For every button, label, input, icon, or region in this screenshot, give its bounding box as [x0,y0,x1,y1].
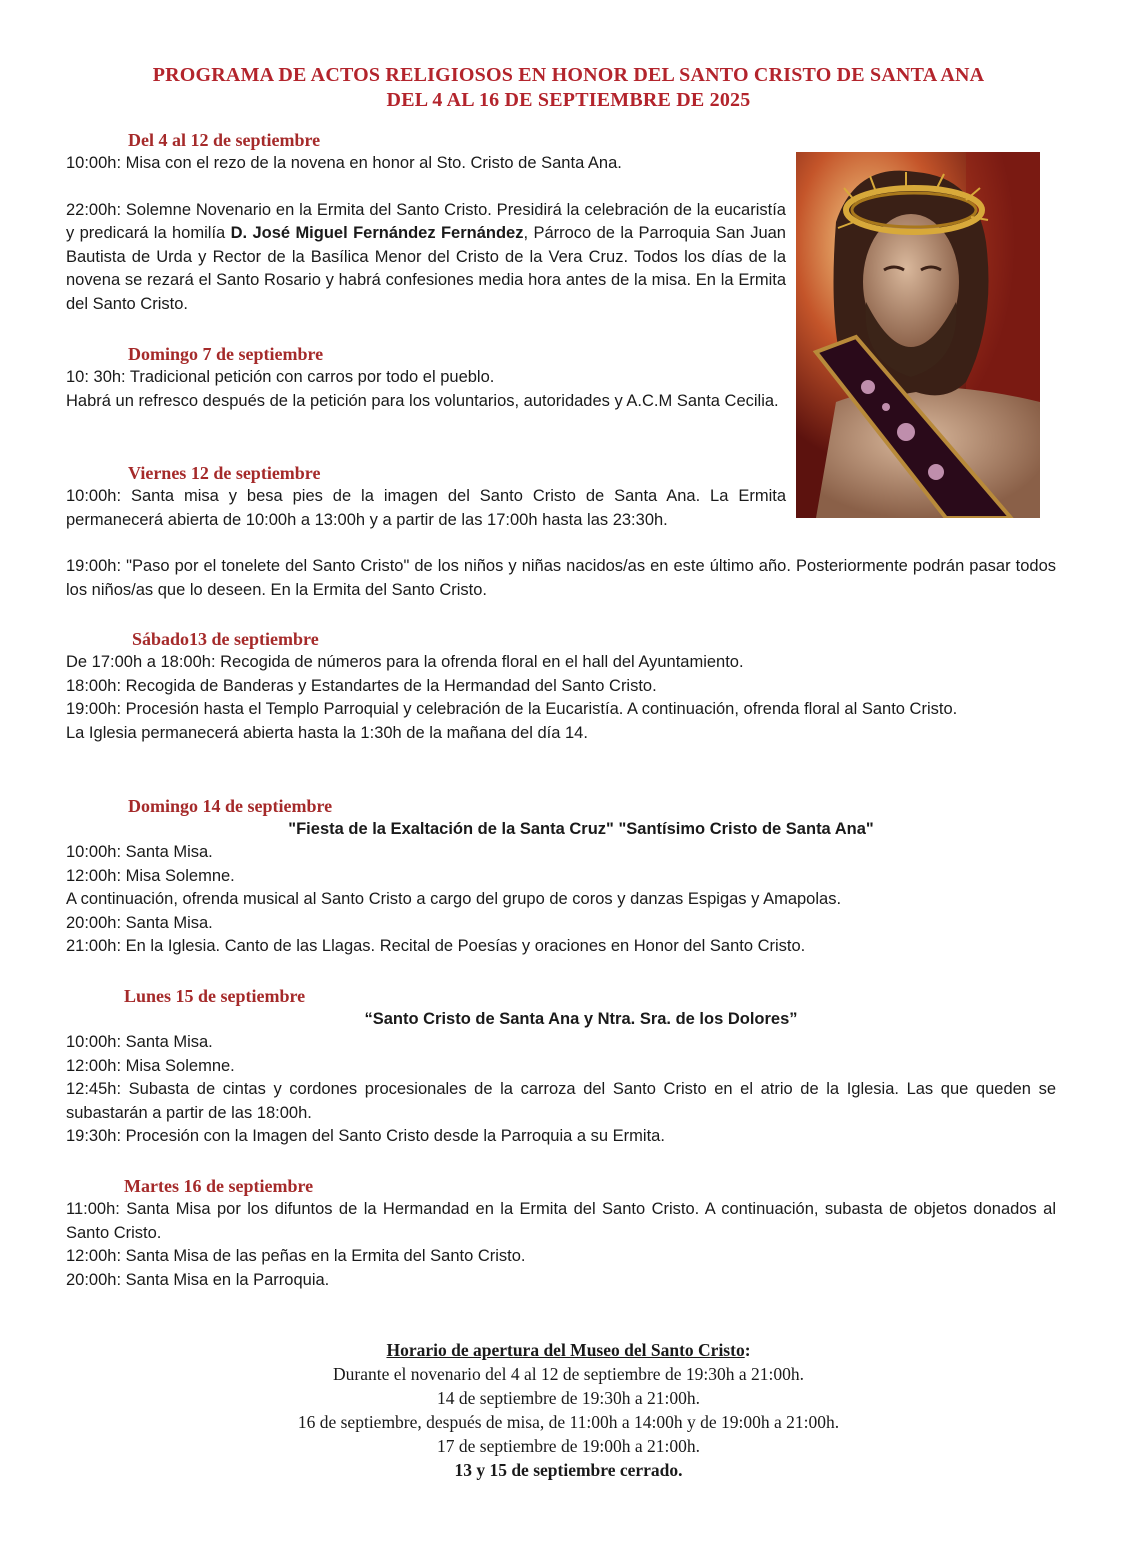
museum-hours-line: 17 de septiembre de 19:00h a 21:00h. [437,1436,700,1456]
section-heading: Domingo 14 de septiembre [128,796,333,816]
schedule-line: 10: 30h: Tradicional petición con carros por todo el pueblo. [66,368,495,386]
section-domingo-14 [66,794,1056,959]
schedule-line: 19:30h: Procesión con la Imagen del Santo Cristo desde la Parroquia a su Ermita. [66,1127,665,1146]
schedule-line: La Iglesia permanecerá abierta hasta la 1:30h de la mañana del día 14. [66,723,588,742]
section-heading: Martes 16 de septiembre [124,1176,314,1196]
schedule-line: 12:00h: Misa Solemne. [66,866,235,885]
section-viernes-12 [66,461,1056,602]
section-heading: Viernes 12 de septiembre [128,463,321,483]
schedule-line: 10:00h: Santa Misa. [66,1033,213,1051]
schedule-line: Habrá un refresco después de la petición para los voluntarios, autoridades y A.C.M Santa Cecilia. [66,391,779,410]
schedule-line: 21:00h: En la Iglesia. Canto de las Llagas. Recital de Poesías y oraciones en Honor del Santo Cristo. [66,937,806,956]
section-subtitle: "Fiesta de la Exaltación de la Santa Cruz" "Santísimo Cristo de Santa Ana" [288,820,874,838]
section-heading: Domingo 7 de septiembre [128,344,324,364]
schedule-line: 20:00h: Santa Misa. [66,913,213,932]
section-heading: Sábado13 de septiembre [132,629,319,649]
schedule-line: 12:00h: Misa Solemne. [66,1056,235,1075]
museum-hours-line: Durante el novenario del 4 al 12 de septiembre de 19:30h a 21:00h. [333,1364,804,1384]
museum-hours-line: 14 de septiembre de 19:30h a 21:00h. [437,1388,700,1408]
section-martes-16 [66,1174,1056,1292]
schedule-line: 10:00h: Misa con el rezo de la novena en honor al Sto. Cristo de Santa Ana. [66,154,622,172]
schedule-line: 11:00h: Santa Misa por los difuntos de la Hermandad en la Ermita del Santo Cristo. A continuación, subasta de objetos donados al Santo Cristo. [66,1200,1056,1242]
document-title-line2: DEL 4 AL 16 DE SEPTIEMBRE DE 2025 [386,89,751,111]
museum-hours: Horario de apertura del Museo del Santo Cristo: Durante el novenario del 4 al 12 de septiembre de 19:30h a 21:00h. 14 de septiembre de 19:30h a 21:00h. 16 de septiembre, después de misa, de 11:00h a 14:00h y de 19:00h a 21:00h. 17 de septiembre de 19:00h a 21:00h. 13 y 15 de septiembre cerrado. [0,1338,1137,1482]
section-subtitle: “Santo Cristo de Santa Ana y Ntra. Sra. de los Dolores” [364,1010,798,1028]
schedule-line: 19:00h: Procesión hasta el Templo Parroquial y celebración de la Eucaristía. A continuación, ofrenda floral al Santo Cristo. [66,700,958,719]
section-heading: Lunes 15 de septiembre [124,986,306,1006]
section-4-12-september [66,128,1056,317]
schedule-line: 10:00h: Santa misa y besa pies de la imagen del Santo Cristo de Santa Ana. La Ermita permanecerá abierta de 10:00h a 13:00h y a partir de las 17:00h hasta las 23:30h. [66,487,786,529]
schedule-line: 18:00h: Recogida de Banderas y Estandartes de la Hermandad del Santo Cristo. [66,676,657,695]
schedule-line: 19:00h: "Paso por el tonelete del Santo Cristo" de los niños y niñas nacidos/as en este último año. Posteriormente podrán pasar todos los niños/as que lo deseen. En la Ermita del Santo Cristo. [66,557,1056,599]
section-lunes-15 [66,984,1056,1149]
celebrant-name: D. José Miguel Fernández Fernández [230,224,524,243]
section-sabado-13 [66,627,1056,745]
museum-hours-line: 16 de septiembre, después de misa, de 11:00h a 14:00h y de 19:00h a 21:00h. [297,1412,840,1432]
section-heading: Del 4 al 12 de septiembre [128,130,321,150]
schedule-line: 12:00h: Santa Misa de las peñas en la Ermita del Santo Cristo. [66,1247,526,1266]
museum-heading: Horario de apertura del Museo del Santo Cristo [386,1340,745,1360]
schedule-paragraph: 22:00h: Solemne Novenario en la Ermita del Santo Cristo. Presidirá la celebración de la eucaristía y predicará la homilía D. José Miguel Fernández Fernández, Párroco de la Parroquia San Juan Bautista de Urda y Rector de la Basílica Menor del Cristo de la Vera Cruz. Todos los días de la novena se rezará el Santo Rosario y habrá confesiones media hora antes de la misa. En la Ermita del Santo Cristo. [66,200,786,313]
schedule-line: 20:00h: Santa Misa en la Parroquia. [66,1270,330,1289]
document-title-line1: PROGRAMA DE ACTOS RELIGIOSOS EN HONOR DEL SANTO CRISTO DE SANTA ANA [152,64,985,86]
section-domingo-7 [66,342,1056,413]
schedule-line: De 17:00h a 18:00h: Recogida de números para la ofrenda floral en el hall del Ayuntamiento. [66,653,744,671]
schedule-line: 10:00h: Santa Misa. [66,843,213,861]
museum-closed-note: 13 y 15 de septiembre cerrado. [454,1460,683,1480]
schedule-line: 12:45h: Subasta de cintas y cordones procesionales de la carroza del Santo Cristo en el atrio de la Iglesia. Las que queden se subastarán a partir de las 18:00h. [66,1080,1056,1122]
schedule-line: A continuación, ofrenda musical al Santo Cristo a cargo del grupo de coros y danzas Espigas y Amapolas. [66,890,842,909]
